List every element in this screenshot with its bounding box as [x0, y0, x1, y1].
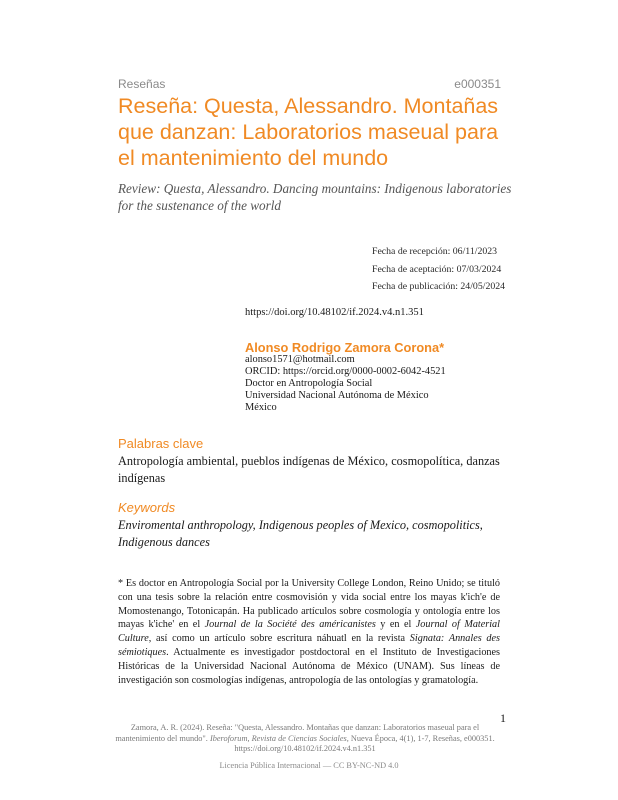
section-label: Reseñas [118, 77, 166, 91]
citation-journal: Iberoforum, Revista de Ciencias Sociales [209, 733, 347, 743]
license-notice: Licencia Pública Internacional — CC BY-NC-ND 4.0 [219, 761, 399, 770]
author-email[interactable]: alonso1571@hotmail.com [245, 354, 355, 365]
footnote-text: . Actualmente es investigador postdoctoral en el Instituto de Investigaciones Históricas de la Universidad Nacional Autónoma de México (UNAM). Sus líneas de investigación son cosmologías indígenas, antropología de las ontologías y gramatología. [118, 646, 500, 686]
citation-text: Zamora, A. R. (2024). Reseña: "Questa, Alessandro. Montañas que danzan: Laboratorios maseual para el mantenimiento del mundo". [115, 723, 480, 743]
footnote-text: , así como un artículo sobre escritura náhuatl en la revista [148, 633, 410, 645]
doi-link[interactable]: https://doi.org/10.48102/if.2024.v4.n1.351 [245, 307, 424, 318]
article-id: e000351 [454, 77, 501, 91]
accepted-date: Fecha de aceptación: 07/03/2024 [372, 264, 502, 275]
footnote-journal-title: Journal of Material Culture [118, 619, 500, 645]
keywords-english-text: Enviromental anthropology, Indigenous peoples of Mexico, cosmopolitics, Indigenous dances [118, 518, 483, 549]
footnote-journal-title: Journal de la Société des américanistes [204, 619, 376, 631]
author-footnote [118, 577, 500, 687]
author-degree: Doctor en Antropología Social [245, 378, 373, 389]
citation-footer [110, 723, 500, 755]
keywords-spanish-heading: Palabras clave [118, 436, 204, 451]
author-name: Alonso Rodrigo Zamora Corona* [245, 340, 445, 355]
keywords-spanish-text: Antropología ambiental, pueblos indígenas de México, cosmopolítica, danzas indígenas [118, 454, 500, 485]
article-title: Reseña: Questa, Alessandro. Montañas que danzan: Laboratorios maseual para el mantenimiento del mundo [118, 94, 499, 170]
citation-text: , Nueva Época, 4(1), 1-7, Reseñas, e000351. https://doi.org/10.48102/if.2024.v4.n1.351 [234, 733, 495, 754]
footnote-text: * Es doctor en Antropología Social por la University College London, Reino Unido; se tituló con una tesis sobre la relación entre cosmovisión y vida social entre los mayas k'ich'e de Momostenango, Totonicapán. Ha publicado artículos sobre cosmología y ontología entre los mayas k'iche' en el [118, 578, 500, 631]
received-date: Fecha de recepción: 06/11/2023 [372, 246, 498, 257]
author-country: México [245, 402, 277, 413]
article-subtitle-english: Review: Questa, Alessandro. Dancing mountains: Indigenous laboratories for the sustenance of the world [118, 181, 512, 213]
published-date: Fecha de publicación: 24/05/2024 [372, 281, 506, 292]
footnote-text: y en el [375, 619, 416, 631]
author-institution: Universidad Nacional Autónoma de México [245, 390, 429, 401]
author-orcid[interactable]: ORCID: https://orcid.org/0000-0002-6042-4521 [245, 366, 446, 377]
page-number: 1 [500, 711, 506, 725]
keywords-english-heading: Keywords [118, 500, 176, 515]
footnote-journal-title: Signata: Annales des sémiotiques [118, 633, 500, 658]
